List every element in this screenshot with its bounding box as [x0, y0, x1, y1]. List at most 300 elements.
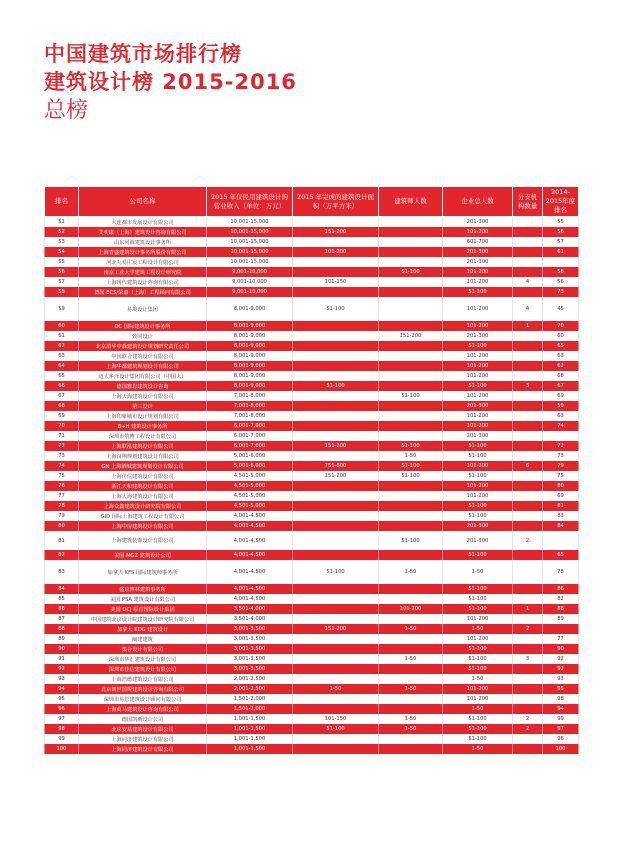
- architects-cell: 51-100: [379, 461, 443, 471]
- branches-cell: [513, 594, 543, 604]
- rank-cell: 65: [45, 371, 79, 381]
- prev-rank-cell: 73: [543, 451, 579, 461]
- branches-cell: 4: [513, 277, 543, 287]
- table-row: [45, 331, 579, 341]
- company-cell: 上海中房建筑设计有限公司: [79, 521, 207, 531]
- rank-cell: 51: [45, 217, 79, 228]
- area-cell: [293, 734, 379, 744]
- staff-cell: 51-100: [443, 664, 513, 674]
- branches-cell: [513, 491, 543, 501]
- branches-cell: [513, 351, 543, 361]
- branches-cell: 3: [513, 381, 543, 391]
- area-cell: 101-150: [293, 714, 379, 724]
- prev-rank-cell: 63: [543, 351, 579, 361]
- area-cell: [293, 401, 379, 411]
- staff-cell: 101-200: [443, 614, 513, 624]
- staff-cell: 1-50: [443, 674, 513, 684]
- revenue-cell: 9,001-10,000: [207, 267, 293, 277]
- staff-cell: 201-300: [443, 217, 513, 228]
- area-cell: [293, 371, 379, 381]
- table-row: [45, 614, 579, 624]
- staff-cell: 51-100: [443, 341, 513, 351]
- company-cell: 上海建筑装饰设计有限公司: [79, 531, 207, 550]
- table-row: [45, 227, 579, 237]
- col-header-revenue: 2015 年仅民用建筑设计的营业收入（单位：万元）: [207, 187, 293, 217]
- table-row: [45, 521, 579, 531]
- company-cell: 北京朗世图规建筑设计咨询有限公司: [79, 684, 207, 694]
- revenue-cell: 5,001-6,000: [207, 461, 293, 471]
- prev-rank-cell: 93: [543, 674, 579, 684]
- staff-cell: 51-100: [443, 724, 513, 734]
- revenue-cell: 7,001-8,000: [207, 401, 293, 411]
- staff-cell: 51-100: [443, 287, 513, 297]
- table-row: [45, 361, 579, 371]
- rank-cell: 54: [45, 247, 79, 257]
- branches-cell: [513, 341, 543, 351]
- prev-rank-cell: [543, 431, 579, 441]
- rank-cell: 70: [45, 421, 79, 431]
- table-row: [45, 644, 579, 654]
- company-cell: 上海青盛建筑设计事务所股份有限公司: [79, 247, 207, 257]
- company-cell: 深圳市易思建筑设计顾问有限公司: [79, 694, 207, 704]
- branches-cell: [513, 267, 543, 277]
- revenue-cell: 10,001-15,000: [207, 257, 293, 267]
- branches-cell: 2: [513, 724, 543, 734]
- area-cell: 101-200: [293, 247, 379, 257]
- prev-rank-cell: 95: [543, 684, 579, 694]
- revenue-cell: 7,001-8,000: [207, 411, 293, 421]
- revenue-cell: 8,001-9,000: [207, 361, 293, 371]
- area-cell: [293, 521, 379, 531]
- staff-cell: 51-100: [443, 584, 513, 594]
- staff-cell: 1-50: [443, 624, 513, 634]
- rank-cell: 86: [45, 604, 79, 614]
- architects-cell: [379, 227, 443, 237]
- branches-cell: [513, 257, 543, 267]
- staff-cell: 51-100: [443, 441, 513, 451]
- architects-cell: 1-50: [379, 684, 443, 694]
- company-cell: 上海同济建筑设计有限公司: [79, 734, 207, 744]
- page-header: [44, 40, 297, 126]
- rank-cell: 56: [45, 267, 79, 277]
- architects-cell: 51-100: [379, 471, 443, 481]
- prev-rank-cell: 86: [543, 584, 579, 594]
- revenue-cell: 8,001-9,000: [207, 351, 293, 361]
- table-row: [45, 431, 579, 441]
- branches-cell: [513, 227, 543, 237]
- prev-rank-cell: 99: [543, 714, 579, 724]
- revenue-cell: 3,001-3,500: [207, 644, 293, 654]
- table-row: [45, 481, 579, 491]
- branches-cell: [513, 441, 543, 451]
- architects-cell: [379, 491, 443, 501]
- company-cell: 艾奕康（上海）建筑设计咨询有限公司: [79, 227, 207, 237]
- revenue-cell: 1,001-1,500: [207, 744, 293, 754]
- area-cell: 151-200: [293, 227, 379, 237]
- table-row: [45, 401, 579, 411]
- revenue-cell: 4,001-4,500: [207, 531, 293, 550]
- architects-cell: [379, 401, 443, 411]
- branches-cell: [513, 471, 543, 481]
- company-cell: 北京安基建筑设计有限公司: [79, 724, 207, 734]
- prev-rank-cell: 74: [543, 421, 579, 431]
- architects-cell: [379, 361, 443, 371]
- branches-cell: [513, 744, 543, 754]
- branches-cell: [513, 664, 543, 674]
- rank-cell: 97: [45, 714, 79, 724]
- staff-cell: 1-50: [443, 560, 513, 584]
- revenue-cell: 2,001-2,500: [207, 674, 293, 684]
- staff-cell: 201-300: [443, 257, 513, 267]
- table-row: [45, 584, 579, 594]
- architects-cell: [379, 351, 443, 361]
- area-cell: [293, 744, 379, 754]
- branches-cell: 6: [513, 461, 543, 471]
- rank-cell: 64: [45, 361, 79, 371]
- table-body: [45, 217, 579, 755]
- table-row: [45, 734, 579, 744]
- architects-cell: [379, 381, 443, 391]
- table-row: [45, 421, 579, 431]
- prev-rank-cell: 65: [543, 341, 579, 351]
- col-header-branches: 分支机构数量: [513, 187, 543, 217]
- staff-cell: 201-300: [443, 247, 513, 257]
- area-cell: [293, 321, 379, 331]
- prev-rank-cell: 94: [543, 704, 579, 714]
- rank-cell: 90: [45, 644, 79, 654]
- branches-cell: [513, 431, 543, 441]
- revenue-cell: 10,001-15,000: [207, 237, 293, 247]
- rank-cell: 77: [45, 491, 79, 501]
- architects-cell: [379, 674, 443, 684]
- company-cell: 大连都市发展设计有限公司: [79, 217, 207, 228]
- architects-cell: [379, 644, 443, 654]
- revenue-cell: 3,001-3,500: [207, 664, 293, 674]
- prev-rank-cell: 89: [543, 614, 579, 624]
- company-cell: 闽建建筑: [79, 634, 207, 644]
- table-row: [45, 217, 579, 228]
- area-cell: [293, 351, 379, 361]
- revenue-cell: 7,001-8,000: [207, 391, 293, 401]
- staff-cell: 51-100: [443, 644, 513, 654]
- architects-cell: [379, 614, 443, 624]
- architects-cell: 1-50: [379, 624, 443, 634]
- area-cell: 51-100: [293, 724, 379, 734]
- company-cell: 盛京博林建筑事务所: [79, 584, 207, 594]
- prev-rank-cell: 81: [543, 501, 579, 511]
- table-row: [45, 531, 579, 550]
- staff-cell: 51-100: [443, 451, 513, 461]
- staff-cell: 101-200: [443, 227, 513, 237]
- company-cell: 美国 DCJ 原首国际设计集团: [79, 604, 207, 614]
- company-cell: 南京工业大学建筑工程设计研究院: [79, 267, 207, 277]
- staff-cell: 101-200: [443, 684, 513, 694]
- prev-rank-cell: 88: [543, 604, 579, 614]
- revenue-cell: 9,001-10,000: [207, 277, 293, 287]
- prev-rank-cell: 78: [543, 560, 579, 584]
- company-cell: 上海印象城市设计规划有限公司: [79, 411, 207, 421]
- prev-rank-cell: 73: [543, 287, 579, 297]
- company-cell: 上海商马建筑设计咨询有限公司: [79, 704, 207, 714]
- revenue-cell: 4,001-4,500: [207, 594, 293, 604]
- rank-cell: 75: [45, 471, 79, 481]
- architects-cell: [379, 481, 443, 491]
- prev-rank-cell: 60: [543, 331, 579, 341]
- company-cell: 上海大海建筑设计有限公司: [79, 491, 207, 501]
- branches-cell: [513, 511, 543, 521]
- table-row: [45, 341, 579, 351]
- table-row: [45, 604, 579, 614]
- prev-rank-cell: 57: [543, 237, 579, 247]
- area-cell: [293, 584, 379, 594]
- area-cell: [293, 391, 379, 401]
- company-cell: 山东同圆建筑设计事务所: [79, 237, 207, 247]
- company-cell: 第三设计: [79, 401, 207, 411]
- prev-rank-cell: [543, 531, 579, 550]
- staff-cell: 101-200: [443, 321, 513, 331]
- ranking-table: [44, 186, 579, 754]
- prev-rank-cell: 58: [543, 267, 579, 277]
- staff-cell: 101-200: [443, 634, 513, 644]
- table-row: [45, 277, 579, 287]
- branches-cell: 1: [513, 321, 543, 331]
- table-row: [45, 714, 579, 724]
- table-row: [45, 724, 579, 734]
- rank-cell: 71: [45, 431, 79, 441]
- architects-cell: 1-50: [379, 654, 443, 664]
- rank-cell: 58: [45, 287, 79, 297]
- revenue-cell: 3,001-3,500: [207, 634, 293, 644]
- revenue-cell: 3,001-3,500: [207, 654, 293, 664]
- revenue-cell: 10,001-15,000: [207, 217, 293, 228]
- architects-cell: [379, 421, 443, 431]
- area-cell: [293, 594, 379, 604]
- rank-cell: 63: [45, 351, 79, 361]
- revenue-cell: 4,001-4,500: [207, 560, 293, 584]
- table-row: [45, 694, 579, 704]
- architects-cell: 51-100: [379, 531, 443, 550]
- area-cell: [293, 634, 379, 644]
- branches-cell: [513, 521, 543, 531]
- area-cell: [293, 421, 379, 431]
- prev-rank-cell: 69: [543, 391, 579, 401]
- table-row: [45, 511, 579, 521]
- revenue-cell: 10,001-15,000: [207, 247, 293, 257]
- table-row: [45, 461, 579, 471]
- revenue-cell: 1,001-1,500: [207, 734, 293, 744]
- branches-cell: [513, 401, 543, 411]
- prev-rank-cell: 79: [543, 461, 579, 471]
- rank-cell: 95: [45, 694, 79, 704]
- revenue-cell: 4,001-4,500: [207, 584, 293, 594]
- rank-cell: 69: [45, 411, 79, 421]
- prev-rank-cell: 98: [543, 694, 579, 704]
- rank-cell: 53: [45, 237, 79, 247]
- branches-cell: [513, 391, 543, 401]
- prev-rank-cell: 70: [543, 321, 579, 331]
- rank-cell: 81: [45, 531, 79, 550]
- revenue-cell: 4,001-4,500: [207, 521, 293, 531]
- area-cell: 51-100: [293, 297, 379, 321]
- staff-cell: 101-200: [443, 391, 513, 401]
- rank-cell: 98: [45, 724, 79, 734]
- rank-cell: 79: [45, 511, 79, 521]
- prev-rank-cell: 77: [543, 634, 579, 644]
- table-row: [45, 471, 579, 481]
- table-row: [45, 664, 579, 674]
- architects-cell: 1-50: [379, 451, 443, 461]
- company-cell: 上海佳信建筑设计有限公司: [79, 471, 207, 481]
- area-cell: [293, 550, 379, 560]
- revenue-cell: 6,001-7,000: [207, 431, 293, 441]
- table-row: [45, 491, 579, 501]
- table-row: [45, 654, 579, 664]
- architects-cell: [379, 664, 443, 674]
- table-row: [45, 560, 579, 584]
- page-title: 中国建筑市场排行榜: [44, 42, 242, 66]
- prev-rank-cell: 56: [543, 227, 579, 237]
- revenue-cell: 8,001-9,000: [207, 381, 293, 391]
- area-cell: [293, 341, 379, 351]
- rank-cell: 76: [45, 481, 79, 491]
- rank-cell: 78: [45, 501, 79, 511]
- company-cell: 浙江天和建筑设计有限公司: [79, 481, 207, 491]
- prev-rank-cell: 92: [543, 654, 579, 664]
- prev-rank-cell: 69: [543, 491, 579, 501]
- area-cell: [293, 654, 379, 664]
- staff-cell: 51-100: [443, 594, 513, 604]
- revenue-cell: 3,501-4,000: [207, 614, 293, 624]
- branches-cell: [513, 674, 543, 684]
- rank-cell: 96: [45, 704, 79, 714]
- staff-cell: 201-300: [443, 331, 513, 341]
- company-cell: 易境设计集团: [79, 297, 207, 321]
- prev-rank-cell: 56: [543, 277, 579, 287]
- area-cell: 1-50: [293, 684, 379, 694]
- table-row: [45, 257, 579, 267]
- rank-cell: 72: [45, 441, 79, 451]
- area-cell: [293, 704, 379, 714]
- company-cell: 德国雅思建筑设计咨询: [79, 381, 207, 391]
- revenue-cell: 4,001-4,500: [207, 550, 293, 560]
- rank-cell: 89: [45, 634, 79, 644]
- prev-rank-cell: 97: [543, 724, 579, 734]
- staff-cell: 1-50: [443, 704, 513, 714]
- table-row: [45, 684, 579, 694]
- table-row: [45, 321, 579, 331]
- company-cell: 致同设计: [79, 331, 207, 341]
- col-header-architects: 建筑师人数: [379, 187, 443, 217]
- area-cell: [293, 217, 379, 228]
- staff-cell: 601-700: [443, 237, 513, 247]
- table-row: [45, 744, 579, 754]
- branches-cell: [513, 584, 543, 594]
- area-cell: [293, 614, 379, 624]
- staff-cell: 51-100: [443, 501, 513, 511]
- company-cell: 深圳市华汇建筑设计有限公司: [79, 654, 207, 664]
- page-subtitle: 建筑设计榜 2015-2016: [44, 70, 297, 94]
- area-cell: 151-200: [293, 471, 379, 481]
- architects-cell: [379, 501, 443, 511]
- staff-cell: 51-100: [443, 654, 513, 664]
- company-cell: 上海联泓建筑设计有限公司: [79, 441, 207, 451]
- revenue-cell: 8,001-9,000: [207, 341, 293, 351]
- architects-cell: [379, 550, 443, 560]
- table-row: [45, 287, 579, 297]
- architects-cell: [379, 341, 443, 351]
- staff-cell: 101-200: [443, 481, 513, 491]
- company-cell: 德国 ECS/荣嘉（上海）工程顾问有限公司: [79, 287, 207, 297]
- staff-cell: 101-200: [443, 297, 513, 321]
- table-row: [45, 634, 579, 644]
- revenue-cell: 1,501-2,000: [207, 694, 293, 704]
- rank-cell: 52: [45, 227, 79, 237]
- table-row: [45, 501, 579, 511]
- table-row: [45, 624, 579, 634]
- rank-cell: 57: [45, 277, 79, 287]
- branches-cell: [513, 451, 543, 461]
- architects-cell: 1-50: [379, 560, 443, 584]
- company-cell: 上海浩德建筑设计有限公司: [79, 674, 207, 684]
- company-cell: 上海华都建筑规划设计有限公司: [79, 361, 207, 371]
- staff-cell: 51-100: [443, 734, 513, 744]
- architects-cell: [379, 704, 443, 714]
- branches-cell: [513, 704, 543, 714]
- rank-cell: 83: [45, 560, 79, 584]
- architects-cell: 151-200: [379, 331, 443, 341]
- company-cell: 上海汉翔规划建筑设计有限公司: [79, 451, 207, 461]
- architects-cell: [379, 734, 443, 744]
- staff-cell: 51-100: [443, 381, 513, 391]
- company-cell: 上海现代建筑设计咨询有限公司: [79, 277, 207, 287]
- prev-rank-cell: 45: [543, 297, 579, 321]
- prev-rank-cell: 84: [543, 521, 579, 531]
- architects-cell: 101-200: [379, 604, 443, 614]
- revenue-cell: 4,501-5,000: [207, 471, 293, 481]
- table-row: [45, 550, 579, 560]
- branches-cell: [513, 217, 543, 228]
- architects-cell: [379, 297, 443, 321]
- table-row: [45, 297, 579, 321]
- branches-cell: [513, 614, 543, 624]
- prev-rank-cell: 67: [543, 381, 579, 391]
- rank-cell: 80: [45, 521, 79, 531]
- architects-cell: [379, 217, 443, 228]
- staff-cell: 101-200: [443, 421, 513, 431]
- staff-cell: 101-200: [443, 277, 513, 287]
- rank-cell: 93: [45, 674, 79, 684]
- col-header-area: 2015 年完成的建筑设计面积（万平方米）: [293, 187, 379, 217]
- prev-rank-cell: 59: [543, 401, 579, 411]
- architects-cell: [379, 237, 443, 247]
- architects-cell: 51-100: [379, 391, 443, 401]
- branches-cell: 3: [513, 654, 543, 664]
- table-row: [45, 371, 579, 381]
- staff-cell: 101-200: [443, 461, 513, 471]
- branches-cell: 2: [513, 531, 543, 550]
- branches-cell: [513, 237, 543, 247]
- revenue-cell: 9,001-10,000: [207, 287, 293, 297]
- staff-cell: 101-200: [443, 361, 513, 371]
- rank-cell: 94: [45, 684, 79, 694]
- area-cell: [293, 481, 379, 491]
- staff-cell: 1-50: [443, 744, 513, 754]
- company-cell: 上海天海建筑设计有限公司: [79, 391, 207, 401]
- revenue-cell: 8,001-9,000: [207, 321, 293, 331]
- rank-cell: 88: [45, 624, 79, 634]
- company-cell: 河北九易庄宸工程设计有限公司: [79, 257, 207, 267]
- table-row: [45, 381, 579, 391]
